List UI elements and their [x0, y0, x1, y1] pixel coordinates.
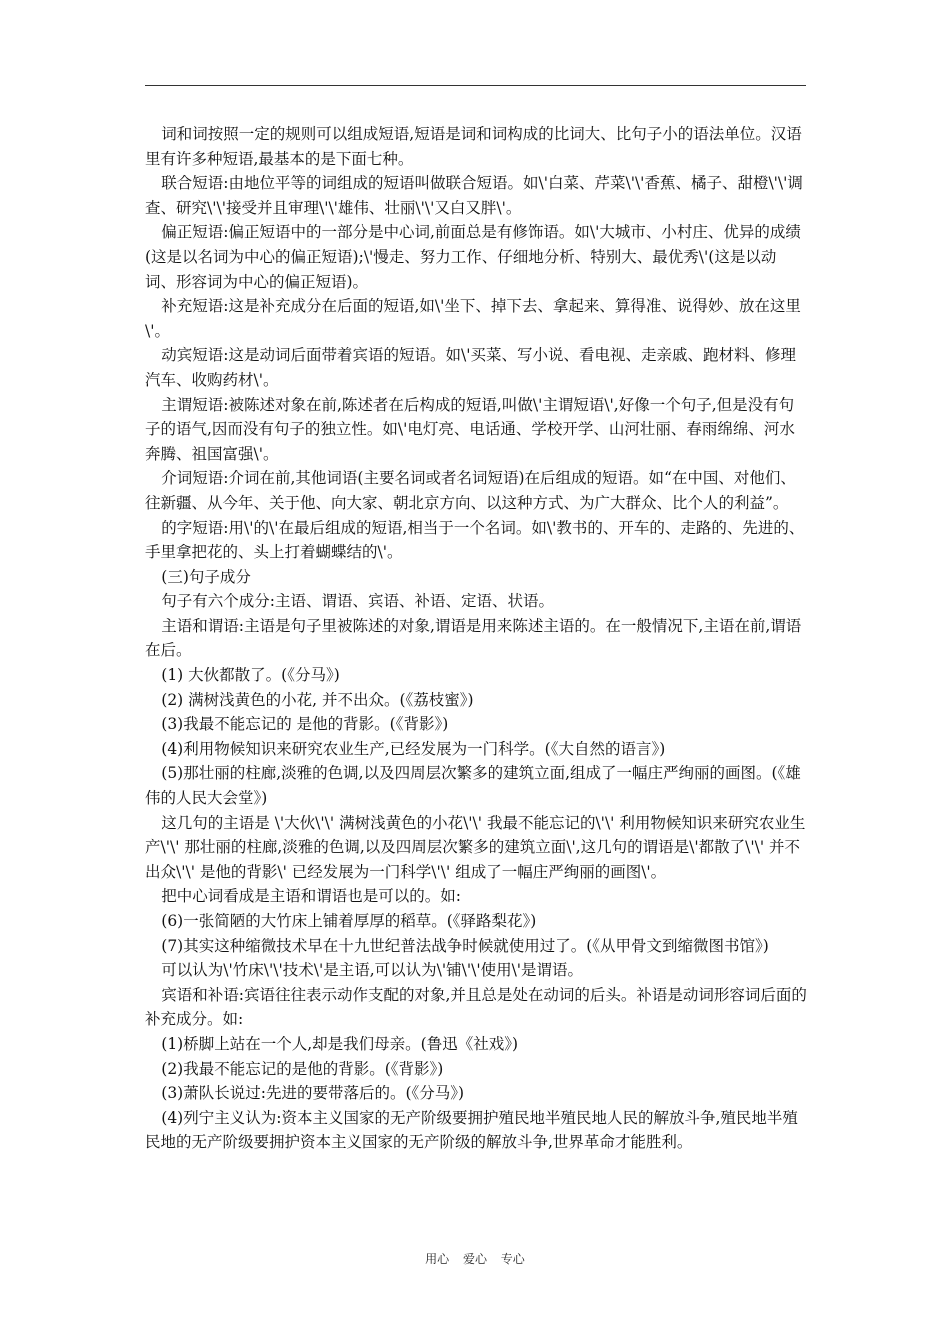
- example-item: (6)一张简陋的大竹床上铺着厚厚的稻草。(《驿路梨花》): [161, 912, 537, 930]
- paragraph: 联合短语:由地位平等的词组成的短语叫做联合短语。如\'白菜、芹菜\'\'香蕉、橘子、甜橙\'\'调查、研究\'\'接受并且审理\'\'雄伟、壮丽\'\'又白又胖\'。: [145, 174, 803, 217]
- example-item: (3)萧队长说过:先进的要带落后的。(《分马》): [161, 1084, 465, 1103]
- paragraph: 词和词按照一定的规则可以组成短语,短语是词和词构成的比词大、比句子小的语法单位。汉语里有许多种短语,最基本的是下面七种。: [145, 125, 802, 168]
- paragraph: 偏正短语:偏正短语中的一部分是中心词,前面总是有修饰语。如\'大城市、小村庄、优异的成绩(这是以名词为中心的偏正短语);\'慢走、努力工作、仔细地分析、特别大、最优秀\'(这是以动词、形容词为中心的偏正短语)。: [145, 223, 801, 291]
- paragraph: 的字短语:用\'的\'在最后组成的短语,相当于一个名词。如\'教书的、开车的、走路的、先进的、手里拿把花的、头上打着蝴蝶结的\'。: [145, 518, 805, 562]
- example-item: (2)我最不能忘记的是他的背影。(《背影》): [161, 1059, 444, 1078]
- section-heading: (三)句子成分: [161, 567, 251, 586]
- paragraph: 宾语和补语:宾语往往表示动作支配的对象,并且总是处在动词的后头。补语是动词形容词后面的补充成分。如:: [145, 985, 807, 1029]
- example-item: (7)其实这种缩微技术早在十九世纪普法战争时候就使用过了。(《从甲骨文到缩微图书馆》): [161, 936, 769, 955]
- paragraph: 主谓短语:被陈述对象在前,陈述者在后构成的短语,叫做\'主谓短语\',好像一个句子,但是没有句子的语气,因而没有句子的独立性。如\'电灯亮、电话通、学校开学、山河壮丽、春雨绵绵、河水奔腾、祖国富强\'。: [145, 395, 795, 463]
- example-item: (1) 大伙都散了。(《分马》): [161, 666, 340, 685]
- paragraph: 这几句的主语是 \'大伙\'\' 满树浅黄色的小花\'\' 我最不能忘记的\'\' 利用物候知识来研究农业生产\'\' 那壮丽的柱廊,淡雅的色调,以及四周层次繁多的建筑立面\',这几句的谓语是\'都散了\'\' 并不出众\'\' 是他的背影\' 已经发展为一门科学\'\' 组成了一幅庄严绚丽的画图\'。: [145, 813, 806, 881]
- example-item: (4)列宁主义认为:资本主义国家的无产阶级要拥护殖民地半殖民地人民的解放斗争,殖民地半殖民地的无产阶级要拥护资本主义国家的无产阶级的解放斗争,世界革命才能胜利。: [145, 1108, 798, 1152]
- example-item: (5)那壮丽的柱廊,淡雅的色调,以及四周层次繁多的建筑立面,组成了一幅庄严绚丽的画图。(《雄伟的人民大会堂》): [145, 764, 801, 808]
- paragraph: 补充短语:这是补充成分在后面的短语,如\'坐下、掉下去、拿起来、算得准、说得妙、放在这里\'。: [145, 297, 801, 340]
- paragraph: 介词短语:介词在前,其他词语(主要名词或者名词短语)在后组成的短语。如“在中国、对他们、往新疆、从今年、关于他、向大家、朝北京方向、以这种方式、为广大群众、比个人的利益”。: [145, 469, 796, 512]
- example-item: (3)我最不能忘记的 是他的背影。(《背影》): [161, 715, 449, 734]
- document-body: [145, 122, 807, 1155]
- paragraph: 句子有六个成分:主语、谓语、宾语、补语、定语、状语。: [161, 592, 554, 611]
- paragraph: 把中心词看成是主语和谓语也是可以的。如:: [161, 887, 461, 906]
- example-item: (1)桥脚上站在一个人,却是我们母亲。(鲁迅《社戏》): [161, 1034, 518, 1053]
- paragraph: 动宾短语:这是动词后面带着宾语的短语。如\'买菜、写小说、看电视、走亲戚、跑材料、修理汽车、收购药材\'。: [145, 346, 796, 389]
- page-footer: 用心 爱心 专心: [425, 1252, 525, 1266]
- paragraph: 可以认为\'竹床\'\'技术\'是主语,可以认为\'铺\'\'使用\'是谓语。: [161, 961, 584, 980]
- paragraph: 主语和谓语:主语是句子里被陈述的对象,谓语是用来陈述主语的。在一般情况下,主语在前,谓语在后。: [145, 616, 802, 660]
- header-rule: [145, 85, 806, 86]
- example-item: (4)利用物候知识来研究农业生产,已经发展为一门科学。(《大自然的语言》): [161, 739, 666, 758]
- example-item: (2) 满树浅黄色的小花, 并不出众。(《荔枝蜜》): [161, 690, 474, 709]
